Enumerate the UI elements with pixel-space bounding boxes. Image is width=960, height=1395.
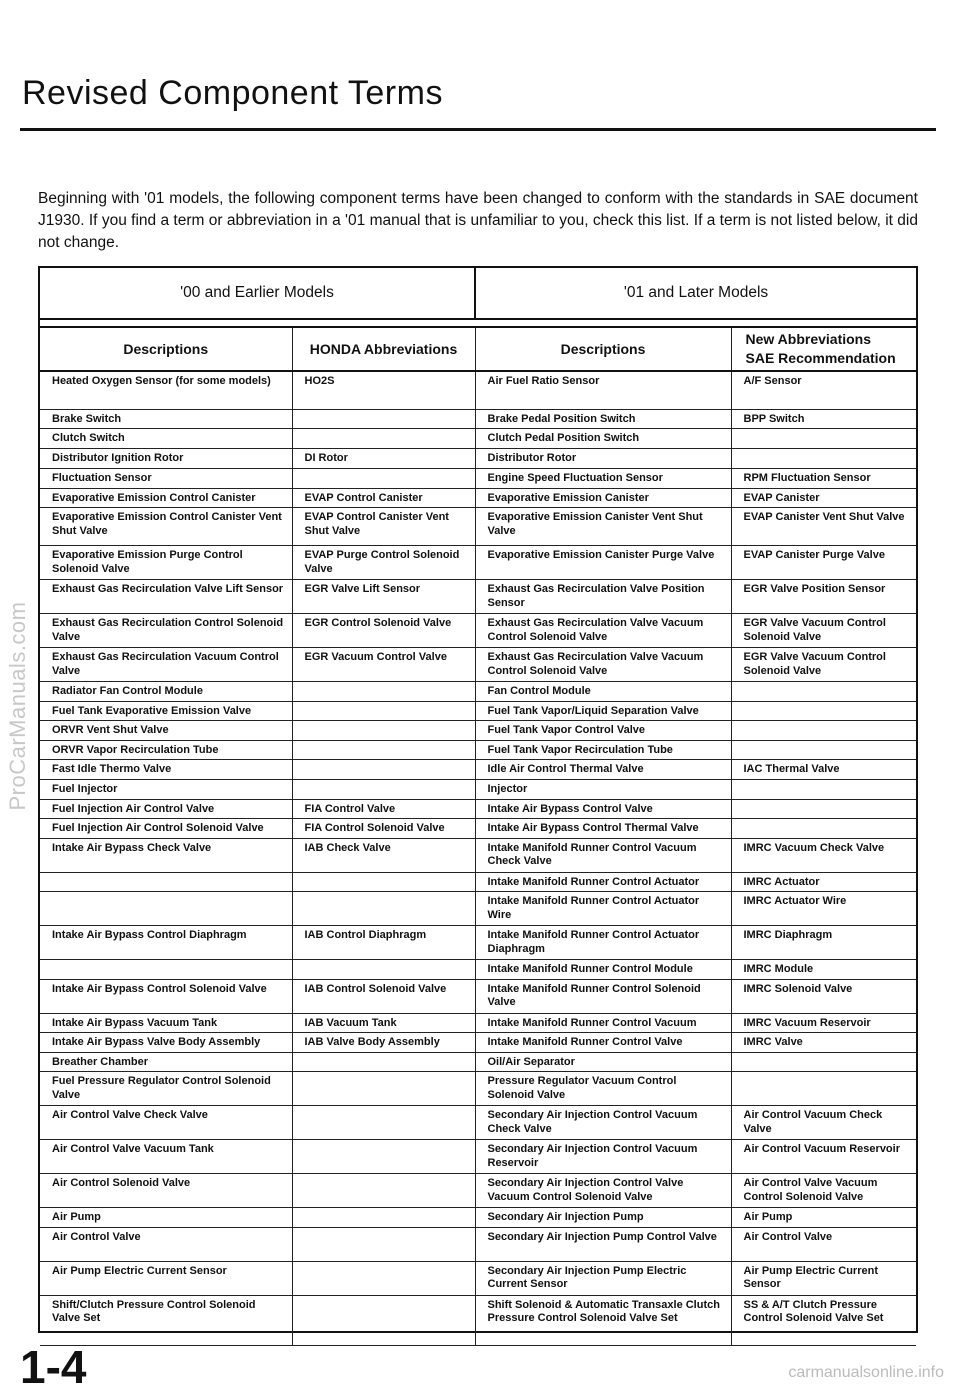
table-row bbox=[40, 819, 916, 839]
cell-description-old: Air Control Valve bbox=[40, 1227, 292, 1261]
cell-new-abbreviation: Air Pump Electric Current Sensor bbox=[731, 1261, 916, 1295]
cell-description-old: Air Control Solenoid Valve bbox=[40, 1174, 292, 1208]
table-row bbox=[40, 1106, 916, 1140]
cell-description-new: Pressure Regulator Vacuum Control Solenoid Valve bbox=[475, 1072, 731, 1106]
cell-description-old: Fuel Tank Evaporative Emission Valve bbox=[40, 701, 292, 721]
cell-new-abbreviation: Air Control Valve bbox=[731, 1227, 916, 1261]
cell-new-abbreviation: BPP Switch bbox=[731, 409, 916, 429]
cell-new-abbreviation: IAC Thermal Valve bbox=[731, 760, 916, 780]
cell-description-new: Air Fuel Ratio Sensor bbox=[475, 371, 731, 409]
cell-description-old: Intake Air Bypass Control Diaphragm bbox=[40, 926, 292, 960]
cell-new-abbreviation: EGR Valve Position Sensor bbox=[731, 580, 916, 614]
table-row bbox=[40, 682, 916, 702]
cell-new-abbreviation: EVAP Canister Purge Valve bbox=[731, 546, 916, 580]
cell-description-old: Exhaust Gas Recirculation Valve Lift Sensor bbox=[40, 580, 292, 614]
cell-honda-abbreviation bbox=[292, 1140, 475, 1174]
cell-description-old: Intake Air Bypass Check Valve bbox=[40, 838, 292, 872]
new-abbr-line1: New Abbreviations bbox=[745, 331, 872, 347]
cell-description-new: Exhaust Gas Recirculation Valve Vacuum Control Solenoid Valve bbox=[475, 614, 731, 648]
new-abbr-line2: SAE Recommendation bbox=[745, 350, 896, 366]
cell-description-old: Intake Air Bypass Control Solenoid Valve bbox=[40, 979, 292, 1013]
cell-description-new: Intake Manifold Runner Control Actuator Wire bbox=[475, 892, 731, 926]
cell-honda-abbreviation bbox=[292, 1227, 475, 1261]
cell-new-abbreviation: IMRC Module bbox=[731, 960, 916, 980]
cell-description-old: ORVR Vent Shut Valve bbox=[40, 721, 292, 741]
cell-new-abbreviation bbox=[731, 780, 916, 800]
cell-description-new: Oil/Air Separator bbox=[475, 1052, 731, 1072]
cell-description-old: Exhaust Gas Recirculation Vacuum Control Valve bbox=[40, 648, 292, 682]
table-row bbox=[40, 892, 916, 926]
col-header-descriptions-old: Descriptions bbox=[40, 328, 292, 371]
cell-description-new: Intake Manifold Runner Control Valve bbox=[475, 1033, 731, 1053]
cell-description-new: Intake Manifold Runner Control Solenoid Valve bbox=[475, 979, 731, 1013]
terms-body bbox=[40, 371, 916, 1345]
cell-description-old: Evaporative Emission Control Canister Vent Shut Valve bbox=[40, 508, 292, 546]
cell-honda-abbreviation bbox=[292, 780, 475, 800]
table-row bbox=[40, 780, 916, 800]
cell-description-new: Intake Manifold Runner Control Vacuum bbox=[475, 1013, 731, 1033]
table-row bbox=[40, 838, 916, 872]
table-row bbox=[40, 979, 916, 1013]
col-header-honda-abbreviations: HONDA Abbreviations bbox=[292, 328, 475, 371]
cell-new-abbreviation: IMRC Vacuum Reservoir bbox=[731, 1013, 916, 1033]
cell-new-abbreviation: IMRC Actuator Wire bbox=[731, 892, 916, 926]
cell-description-old: Evaporative Emission Control Canister bbox=[40, 488, 292, 508]
table-row bbox=[40, 960, 916, 980]
cell-honda-abbreviation: EGR Valve Lift Sensor bbox=[292, 580, 475, 614]
cell-description-new: Secondary Air Injection Pump bbox=[475, 1208, 731, 1228]
cell-description-new: Engine Speed Fluctuation Sensor bbox=[475, 468, 731, 488]
cell-honda-abbreviation: FIA Control Solenoid Valve bbox=[292, 819, 475, 839]
cell-description-old: Fluctuation Sensor bbox=[40, 468, 292, 488]
cell-description-old: Air Pump bbox=[40, 1208, 292, 1228]
table-row bbox=[40, 648, 916, 682]
cell-honda-abbreviation bbox=[292, 1261, 475, 1295]
component-terms-table bbox=[38, 266, 918, 1333]
table-row bbox=[40, 546, 916, 580]
cell-new-abbreviation: IMRC Solenoid Valve bbox=[731, 979, 916, 1013]
cell-description-old bbox=[40, 872, 292, 892]
table-row bbox=[40, 448, 916, 468]
cell-honda-abbreviation bbox=[292, 468, 475, 488]
cell-description-new: Evaporative Emission Canister Vent Shut Valve bbox=[475, 508, 731, 546]
cell-honda-abbreviation bbox=[292, 1295, 475, 1345]
page-title: Revised Component Terms bbox=[22, 74, 443, 112]
cell-new-abbreviation bbox=[731, 819, 916, 839]
cell-description-old bbox=[40, 892, 292, 926]
cell-description-new: Shift Solenoid & Automatic Transaxle Clutch Pressure Control Solenoid Valve Set bbox=[475, 1295, 731, 1345]
cell-honda-abbreviation bbox=[292, 1106, 475, 1140]
cell-new-abbreviation: Air Control Vacuum Reservoir bbox=[731, 1140, 916, 1174]
cell-honda-abbreviation bbox=[292, 409, 475, 429]
table-row bbox=[40, 701, 916, 721]
cell-description-new: Secondary Air Injection Pump Electric Current Sensor bbox=[475, 1261, 731, 1295]
col-header-new-abbreviations bbox=[731, 328, 916, 371]
cell-honda-abbreviation bbox=[292, 960, 475, 980]
cell-honda-abbreviation bbox=[292, 740, 475, 760]
cell-new-abbreviation bbox=[731, 1052, 916, 1072]
cell-honda-abbreviation bbox=[292, 760, 475, 780]
cell-description-new: Evaporative Emission Canister bbox=[475, 488, 731, 508]
cell-new-abbreviation: RPM Fluctuation Sensor bbox=[731, 468, 916, 488]
cell-description-new: Injector bbox=[475, 780, 731, 800]
cell-description-old: Evaporative Emission Purge Control Solenoid Valve bbox=[40, 546, 292, 580]
table-row bbox=[40, 429, 916, 449]
cell-description-new: Fuel Tank Vapor Control Valve bbox=[475, 721, 731, 741]
cell-new-abbreviation bbox=[731, 448, 916, 468]
cell-description-new: Fuel Tank Vapor/Liquid Separation Valve bbox=[475, 701, 731, 721]
cell-new-abbreviation bbox=[731, 429, 916, 449]
table-row bbox=[40, 799, 916, 819]
cell-description-new: Brake Pedal Position Switch bbox=[475, 409, 731, 429]
cell-description-new: Intake Manifold Runner Control Actuator Diaphragm bbox=[475, 926, 731, 960]
cell-description-old: Exhaust Gas Recirculation Control Solenoid Valve bbox=[40, 614, 292, 648]
cell-description-new: Secondary Air Injection Control Vacuum Check Valve bbox=[475, 1106, 731, 1140]
cell-new-abbreviation: EVAP Canister Vent Shut Valve bbox=[731, 508, 916, 546]
cell-description-old: Fast Idle Thermo Valve bbox=[40, 760, 292, 780]
cell-honda-abbreviation bbox=[292, 721, 475, 741]
cell-description-new: Intake Manifold Runner Control Vacuum Check Valve bbox=[475, 838, 731, 872]
table-row bbox=[40, 1013, 916, 1033]
cell-honda-abbreviation bbox=[292, 872, 475, 892]
cell-new-abbreviation: Air Pump bbox=[731, 1208, 916, 1228]
table-row bbox=[40, 721, 916, 741]
cell-description-old: Fuel Pressure Regulator Control Solenoid Valve bbox=[40, 1072, 292, 1106]
cell-honda-abbreviation: EGR Control Solenoid Valve bbox=[292, 614, 475, 648]
table-row bbox=[40, 926, 916, 960]
cell-new-abbreviation: Air Control Vacuum Check Valve bbox=[731, 1106, 916, 1140]
cell-new-abbreviation: IMRC Valve bbox=[731, 1033, 916, 1053]
cell-description-new: Intake Manifold Runner Control Module bbox=[475, 960, 731, 980]
cell-description-new: Intake Air Bypass Control Valve bbox=[475, 799, 731, 819]
cell-description-old: Radiator Fan Control Module bbox=[40, 682, 292, 702]
cell-description-old: Heated Oxygen Sensor (for some models) bbox=[40, 371, 292, 409]
table-row bbox=[40, 760, 916, 780]
table-row bbox=[40, 1174, 916, 1208]
cell-honda-abbreviation: EVAP Control Canister bbox=[292, 488, 475, 508]
cell-description-new: Intake Manifold Runner Control Actuator bbox=[475, 872, 731, 892]
cell-description-old: Breather Chamber bbox=[40, 1052, 292, 1072]
table-row bbox=[40, 1072, 916, 1106]
cell-new-abbreviation: SS & A/T Clutch Pressure Control Solenoid Valve Set bbox=[731, 1295, 916, 1345]
cell-description-old: Brake Switch bbox=[40, 409, 292, 429]
cell-new-abbreviation bbox=[731, 740, 916, 760]
cell-honda-abbreviation bbox=[292, 892, 475, 926]
table-row bbox=[40, 1208, 916, 1228]
cell-honda-abbreviation bbox=[292, 429, 475, 449]
cell-new-abbreviation bbox=[731, 701, 916, 721]
cell-new-abbreviation: EGR Valve Vacuum Control Solenoid Valve bbox=[731, 614, 916, 648]
page-number: 1-4 bbox=[20, 1341, 87, 1393]
cell-description-old: Air Pump Electric Current Sensor bbox=[40, 1261, 292, 1295]
cell-new-abbreviation: EGR Valve Vacuum Control Solenoid Valve bbox=[731, 648, 916, 682]
model-group-header bbox=[40, 268, 916, 328]
cell-description-new: Distributor Rotor bbox=[475, 448, 731, 468]
cell-new-abbreviation: A/F Sensor bbox=[731, 371, 916, 409]
cell-description-old: Fuel Injection Air Control Valve bbox=[40, 799, 292, 819]
cell-description-new: Exhaust Gas Recirculation Valve Position Sensor bbox=[475, 580, 731, 614]
table-row bbox=[40, 371, 916, 409]
cell-description-new: Evaporative Emission Canister Purge Valve bbox=[475, 546, 731, 580]
side-watermark: ProCarManuals.com bbox=[5, 601, 30, 811]
table-row bbox=[40, 1052, 916, 1072]
cell-description-old: Distributor Ignition Rotor bbox=[40, 448, 292, 468]
cell-description-old: ORVR Vapor Recirculation Tube bbox=[40, 740, 292, 760]
table-row bbox=[40, 1140, 916, 1174]
cell-new-abbreviation bbox=[731, 682, 916, 702]
cell-honda-abbreviation bbox=[292, 1208, 475, 1228]
table-row bbox=[40, 1227, 916, 1261]
table-row bbox=[40, 1033, 916, 1053]
cell-new-abbreviation: EVAP Canister bbox=[731, 488, 916, 508]
cell-new-abbreviation bbox=[731, 799, 916, 819]
cell-description-new: Exhaust Gas Recirculation Valve Vacuum Control Solenoid Valve bbox=[475, 648, 731, 682]
header-gap bbox=[40, 319, 916, 327]
table-row bbox=[40, 614, 916, 648]
cell-description-new: Secondary Air Injection Pump Control Valve bbox=[475, 1227, 731, 1261]
cell-description-old: Air Control Valve Vacuum Tank bbox=[40, 1140, 292, 1174]
cell-honda-abbreviation bbox=[292, 701, 475, 721]
cell-description-new: Fan Control Module bbox=[475, 682, 731, 702]
table-row bbox=[40, 468, 916, 488]
cell-description-old: Fuel Injection Air Control Solenoid Valve bbox=[40, 819, 292, 839]
table-row bbox=[40, 1261, 916, 1295]
cell-new-abbreviation: IMRC Vacuum Check Valve bbox=[731, 838, 916, 872]
table-row bbox=[40, 872, 916, 892]
cell-description-old: Intake Air Bypass Vacuum Tank bbox=[40, 1013, 292, 1033]
cell-honda-abbreviation: IAB Check Valve bbox=[292, 838, 475, 872]
cell-new-abbreviation: IMRC Actuator bbox=[731, 872, 916, 892]
group-later-models: '01 and Later Models bbox=[475, 268, 916, 319]
cell-new-abbreviation bbox=[731, 721, 916, 741]
cell-description-old: Air Control Valve Check Valve bbox=[40, 1106, 292, 1140]
cell-description-new: Intake Air Bypass Control Thermal Valve bbox=[475, 819, 731, 839]
intro-paragraph: Beginning with '01 models, the following component terms have been changed to conform with the standards in SAE document J1930. If you find a term or abbreviation in a '01 manual that is unfamiliar to you, check this list. If a term is not listed below, it did not change. bbox=[38, 190, 918, 251]
cell-description-new: Clutch Pedal Position Switch bbox=[475, 429, 731, 449]
terms-grid bbox=[40, 328, 916, 1346]
cell-honda-abbreviation bbox=[292, 1052, 475, 1072]
cell-description-old: Clutch Switch bbox=[40, 429, 292, 449]
cell-description-new: Secondary Air Injection Control Vacuum Reservoir bbox=[475, 1140, 731, 1174]
cell-description-new: Fuel Tank Vapor Recirculation Tube bbox=[475, 740, 731, 760]
cell-description-old: Intake Air Bypass Valve Body Assembly bbox=[40, 1033, 292, 1053]
title-rule bbox=[20, 128, 936, 131]
cell-honda-abbreviation: EGR Vacuum Control Valve bbox=[292, 648, 475, 682]
table-row bbox=[40, 508, 916, 546]
cell-description-new: Secondary Air Injection Control Valve Vacuum Control Solenoid Valve bbox=[475, 1174, 731, 1208]
cell-honda-abbreviation: EVAP Control Canister Vent Shut Valve bbox=[292, 508, 475, 546]
cell-honda-abbreviation: DI Rotor bbox=[292, 448, 475, 468]
cell-honda-abbreviation: IAB Control Diaphragm bbox=[292, 926, 475, 960]
cell-description-old bbox=[40, 960, 292, 980]
cell-honda-abbreviation bbox=[292, 1174, 475, 1208]
cell-new-abbreviation: IMRC Diaphragm bbox=[731, 926, 916, 960]
cell-description-old: Shift/Clutch Pressure Control Solenoid Valve Set bbox=[40, 1295, 292, 1345]
cell-honda-abbreviation: EVAP Purge Control Solenoid Valve bbox=[292, 546, 475, 580]
cell-honda-abbreviation bbox=[292, 682, 475, 702]
cell-new-abbreviation: Air Control Valve Vacuum Control Solenoid Valve bbox=[731, 1174, 916, 1208]
cell-honda-abbreviation: IAB Vacuum Tank bbox=[292, 1013, 475, 1033]
cell-honda-abbreviation: IAB Valve Body Assembly bbox=[292, 1033, 475, 1053]
cell-new-abbreviation bbox=[731, 1072, 916, 1106]
cell-description-new: Idle Air Control Thermal Valve bbox=[475, 760, 731, 780]
group-earlier-models: '00 and Earlier Models bbox=[40, 268, 475, 319]
table-row bbox=[40, 488, 916, 508]
cell-honda-abbreviation: HO2S bbox=[292, 371, 475, 409]
table-row bbox=[40, 740, 916, 760]
footer-url: carmanualsonline.info bbox=[788, 1364, 944, 1381]
table-row bbox=[40, 409, 916, 429]
table-row bbox=[40, 1295, 916, 1345]
table-row bbox=[40, 580, 916, 614]
cell-honda-abbreviation: IAB Control Solenoid Valve bbox=[292, 979, 475, 1013]
cell-honda-abbreviation: FIA Control Valve bbox=[292, 799, 475, 819]
cell-description-old: Fuel Injector bbox=[40, 780, 292, 800]
cell-honda-abbreviation bbox=[292, 1072, 475, 1106]
col-header-descriptions-new: Descriptions bbox=[475, 328, 731, 371]
